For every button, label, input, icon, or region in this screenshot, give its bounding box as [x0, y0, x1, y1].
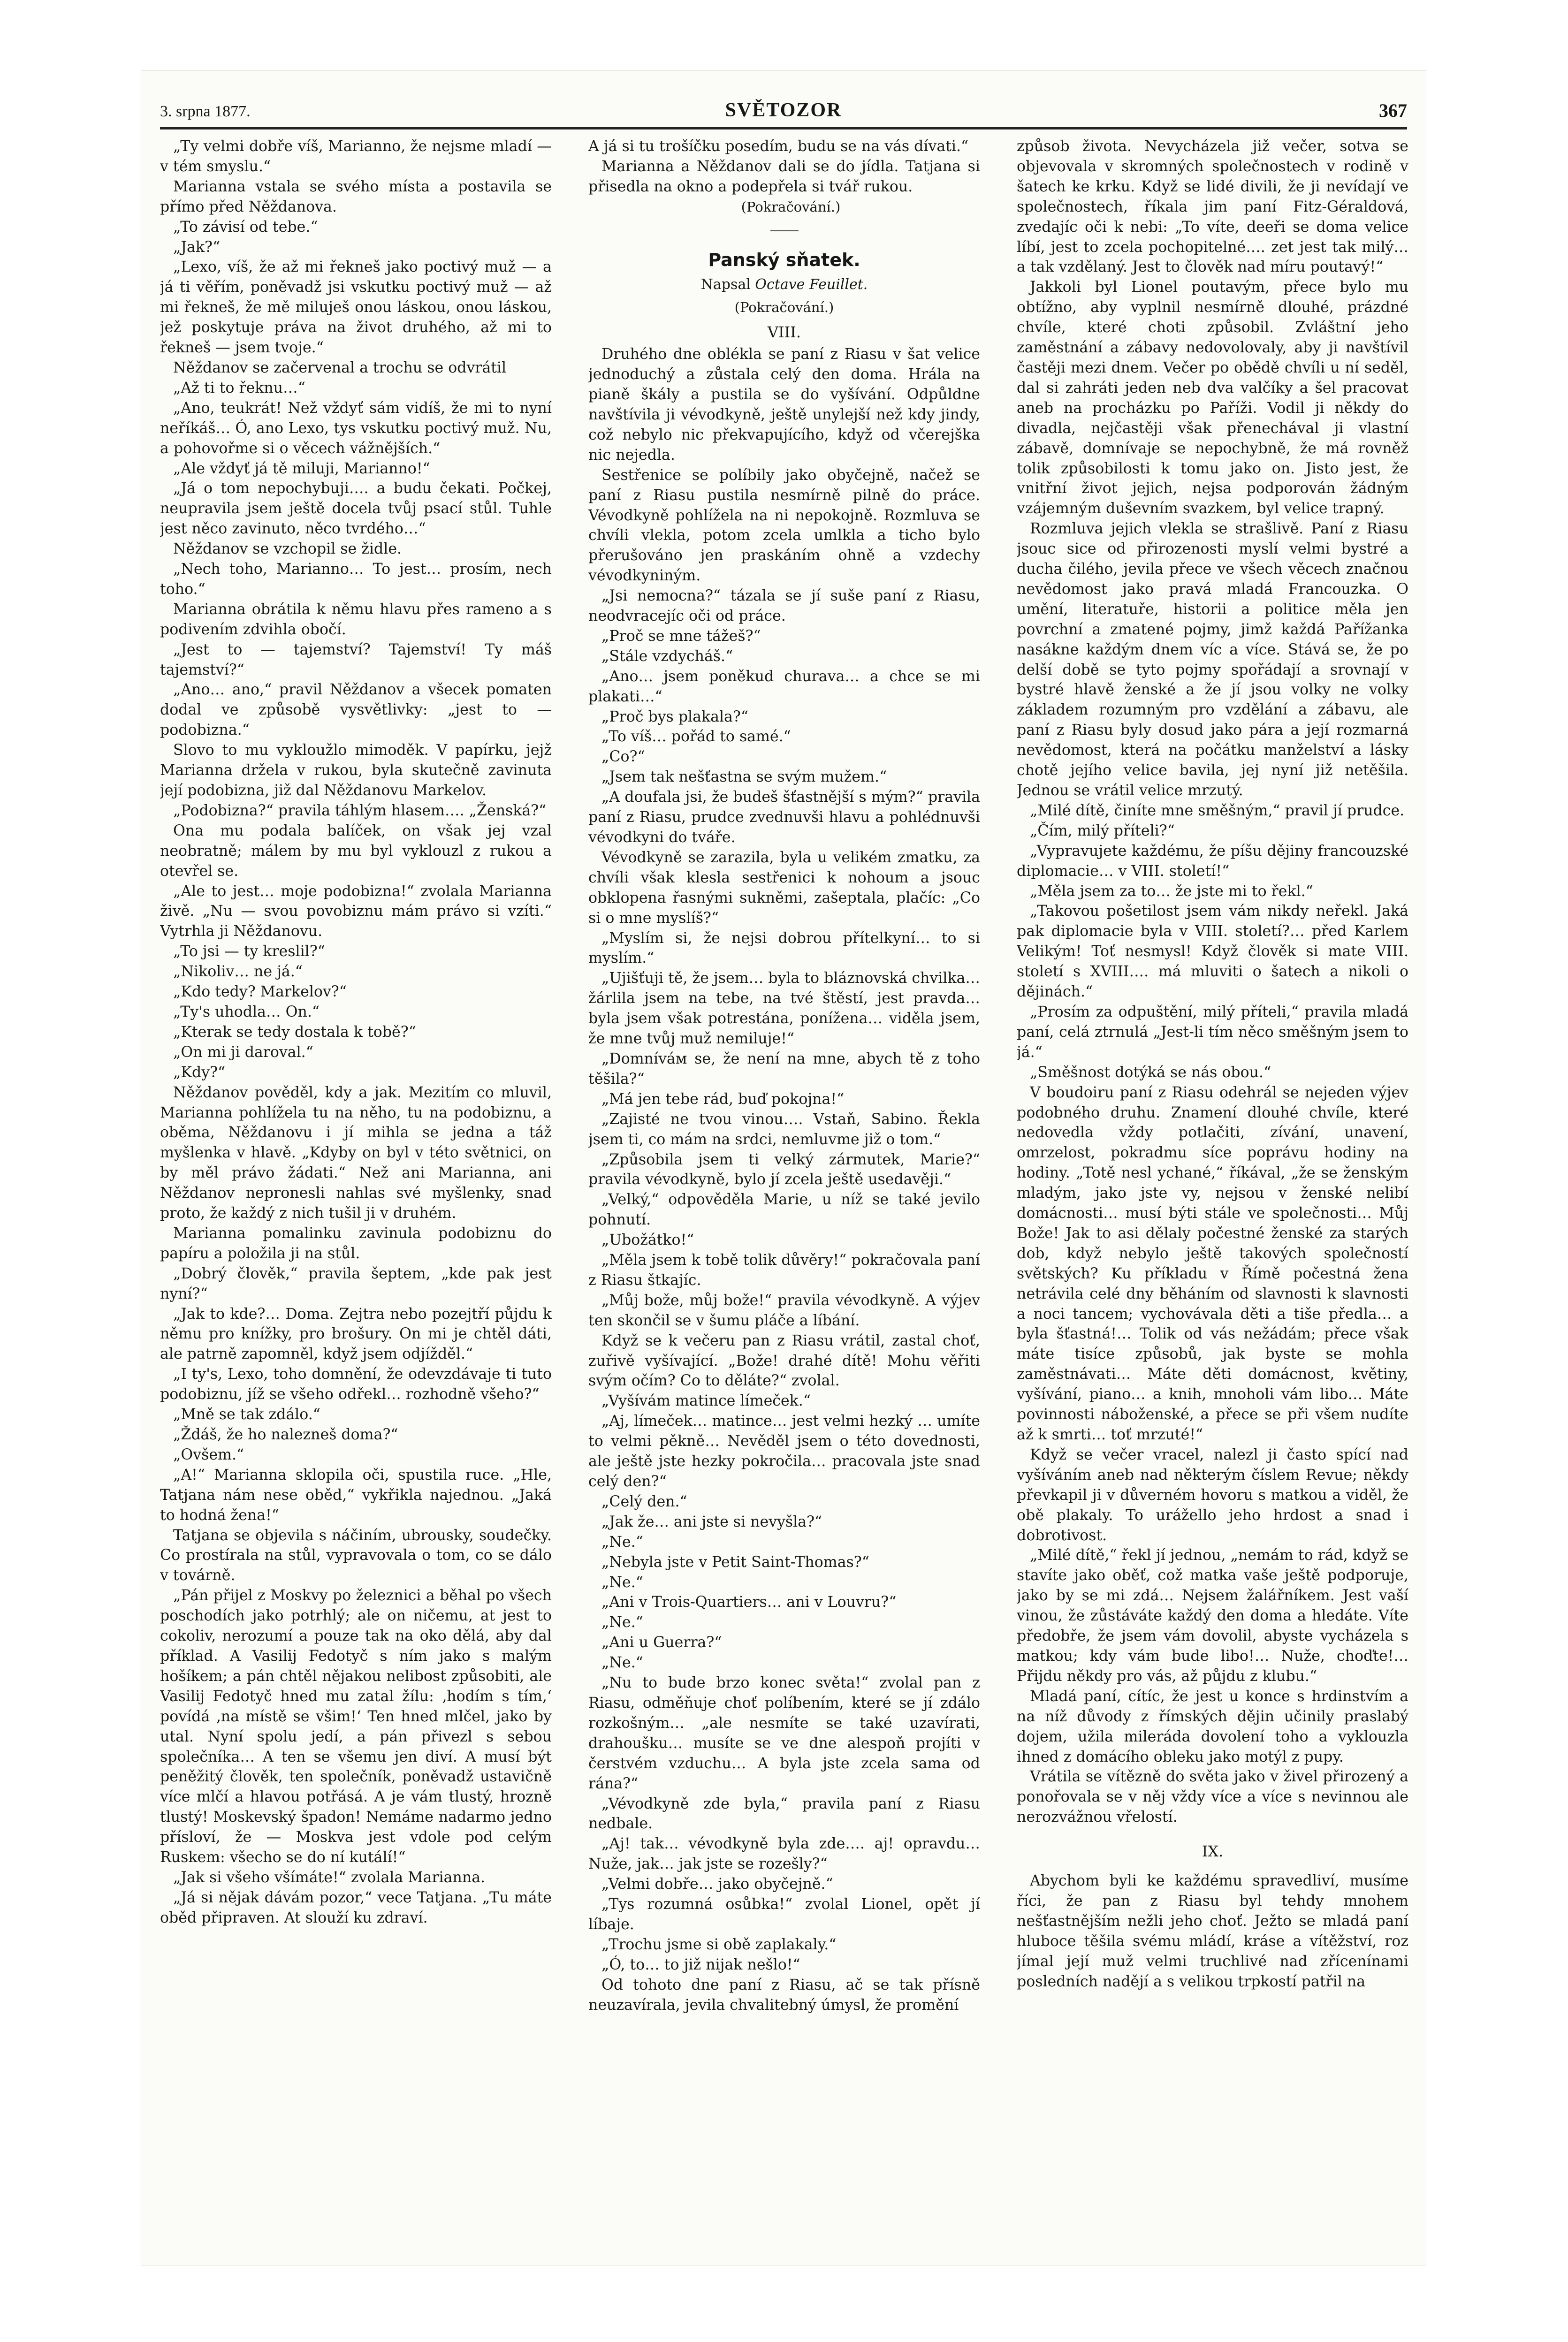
- paragraph: „Ó, to… to již nijak nešlo!“: [601, 1956, 800, 1973]
- paragraph: „Jak si všeho všímáte!“ zvolala Marianna.: [173, 1869, 486, 1886]
- paragraph: Ona mu podala balíček, on však jej vzal neobratně; málem by mu byl vyklouzl z rukou a otevřel se.: [160, 822, 552, 880]
- paragraph: „Milé dítě,“ řekl jí jednou, „nemám to rád, když se stavíte jako oběť, což matka vaše ještě podporuje, jako by se mi zdá… Nejsem žalářníkem. Jest vaší vinou, že zůstáváte každý den doma a hledáte. Víte předobře, že jsem vám dovolil, abyste vycházela s matkou; kdy vám bude libo!… Nuže, choďte!… Přijdu někdy pro vás, až půjdu z klubu.“: [1017, 1547, 1408, 1685]
- paragraph: „Jak?“: [173, 238, 221, 256]
- paragraph: Něždanov se vzchopil se židle.: [173, 540, 402, 558]
- paragraph: „Ubožátko!“: [601, 1232, 694, 1249]
- story-title: Panský sňatek.: [708, 249, 860, 270]
- paragraph: „Měla jsem za to… že jste mi to řekl.“: [1030, 882, 1313, 900]
- paragraph: Něždanov pověděl, kdy a jak. Mezitím co mluvil, Marianna pohlížela tu na něho, tu na podobiznu, a oběma, Něždanovu i jí mihla se jedna a táž myšlenka v hlavě. „Kdyby on byl v této světnici, on by měl právo žádati.“ Než ani Marianna, ani Něždanov nepronesli nahlas své myšlenky, snad proto, že každý z nich tušil ji v druhém.: [160, 1084, 552, 1222]
- paragraph: „Jsi nemocna?“ tázala se jí suše paní z Riasu, neodvracejíc oči od práce.: [588, 587, 980, 625]
- paragraph: „Trochu jsme si obě zaplakaly.“: [601, 1936, 837, 1953]
- paragraph: Jakkoli byl Lionel poutavým, přece bylo mu obtížno, aby vyplnil nesmírně dlouhé, prázdné chvíle, které choti způsobil. Zvláštní jeho zaměstnání a zábavy nedovolovaly, aby ji navštívil častěji mezi dnem. Večer po obědě chvíli u ní seděl, dal si zahráti jeden neb dva valčíky a šel pracovat aneb na procházku po Paříži. Vodil ji někdy do divadla, nejčastěji však přenechával ji vlastní zábavě, domnívaje se nepochybně, že má rovněž tolik způsobilosti k tomu jako on. Jisto jest, že vnitřní život jejich, nejsa podporován žádným vzájemným duševním svazkem, byl velice trapný.: [1017, 279, 1408, 517]
- column-2: [588, 137, 980, 2247]
- column-3-text: [1017, 137, 1408, 1827]
- paragraph: „Můj bože, můj bože!“ pravila vévodkyně. A výjev ten skončil se v šumu pláče a líbání.: [588, 1292, 980, 1329]
- paragraph: „Zajisté ne tvou vinou…. Vstaň, Sabino. Řekla jsem ti, co mám na srdci, nemluvme již o tom.“: [588, 1110, 980, 1148]
- paragraph: „Ne.“: [601, 1614, 643, 1631]
- paragraph: „Proč se mne tážeš?“: [601, 627, 761, 645]
- paragraph: Když se k večeru pan z Riasu vrátil, zastal choť, zuřivě vyšívající. „Bože! drahé dítě! Mohu věřiti svým očím? Co to děláte?“ zvolal.: [588, 1332, 980, 1390]
- paragraph: Vévodkyně se zarazila, byla u velikém zmatku, za chvíli však klesla sestřenici k nohoum a jsouc obklopena řasnými sukněmi, zašeptala, plačíc: „Co si o mne myslíš?“: [588, 849, 980, 927]
- paragraph: „Takovou pošetilost jsem vám nikdy neřekl. Jaká pak diplomacie byla v VIII. století?… před Karlem Velikým! Toť nesmysl! Když člověk si mate VIII. století s XVIII…. má mluviti o šatech a nikoli o dějinách.“: [1017, 903, 1408, 1001]
- paragraph: „Ne.“: [601, 1574, 643, 1591]
- column-3-chapter-ix-text: [1017, 1871, 1408, 1992]
- paragraph: „Jest to — tajemství? Tajemství! Ty máš tajemství?“: [160, 641, 552, 678]
- paragraph: A já si tu trošíčku posedím, budu se na vás dívati.“: [588, 138, 969, 155]
- section-divider: [770, 230, 799, 231]
- paragraph: Když se večer vracel, nalezl ji často spící nad vyšíváním aneb nad některým číslem Revue; někdy převkapil ji v důverném hovoru s matkou a viděl, že obě plakaly. To urážello jeho hrdost a snad i dobrotivost.: [1017, 1446, 1408, 1544]
- paragraph: „Aj! tak… vévodkyně byla zde…. aj! opravdu… Nuže, jak… jak jste se rozešly?“: [588, 1835, 980, 1873]
- paragraph: „A!“ Marianna sklopila oči, spustila ruce. „Hle, Tatjana nám nese oběd,“ vykřikla najednou. „Jaká to hodná žena!“: [160, 1466, 552, 1524]
- paragraph: způsob života. Nevycházela již večer, sotva se objevovala v skromných společnostech v rodině v šatech ke krku. Když se lidé divili, že ji nevídají ve společnostech, říkala jim paní Fitz-Géraldová, zvedajíc oči k nebi: „To víte, deeři se doma velice líbí, jest to zcela pochopitelné…. zet jest tak milý… a tak vzdělaný. Jest to člověk nad míru poutavý!“: [1017, 138, 1408, 276]
- column-3: [1017, 137, 1408, 2247]
- paragraph: Druhého dne oblékla se paní z Riasu v šat velice jednoduchý a zůstala celý den doma. Hrála na pianě škály a pustila se do vyšívání. Odpůldne navštívila ji vévodkyně, ještě unylejší než kdy jindy, což nebylo nic překvapujícího, když od včerejška nic nejedla.: [588, 346, 980, 464]
- paragraph: Marianna a Něždanov dali se do jídla. Tatjana si přisedla na okno a podepřela si tvář rukou.: [588, 158, 980, 195]
- paragraph: „Měla jsem k tobě tolik důvěry!“ pokračovala paní z Riasu štkajíc.: [588, 1252, 980, 1289]
- paragraph: Marianna pomalinku zavinula podobiznu do papíru a položila ji na stůl.: [160, 1224, 552, 1262]
- paragraph: Sestřenice se políbily jako obyčejně, načež se paní z Riasu pustila nesmírně pilně do práce. Vévodkyně pohlížela na ni nepokojně. Rozmluva se chvíli vlekla, potom zcela umlkla a ticho bylo přerušováno jen praskáním ohně a vzdechy vévodkyniným.: [588, 466, 980, 585]
- paragraph: „Ani u Guerra?“: [601, 1634, 722, 1651]
- story-author: Octave Feuillet.: [755, 276, 868, 293]
- paragraph: „Ano… jsem poněkud churava… a chce se mi plakati…“: [588, 668, 980, 705]
- masthead-title: SVĚTOZOR: [725, 99, 842, 121]
- paragraph: „On mi ji daroval.“: [173, 1043, 313, 1061]
- paragraph: „Vyšívám matince límeček.“: [601, 1392, 811, 1410]
- paragraph: „To závisí od tebe.“: [173, 218, 318, 236]
- paragraph: Rozmluva jejich vlekla se strašlivě. Paní z Riasu jsouc sice od přirozenosti myslí velmi bystré a ducha čilého, jevila přece ve všech věcech značnou nevědomost jako pravá mladá Francouzka. O umění, literatuře, historii a politice měla jen povrchní a zmatené pojmy, jimž každá Pařížanka nasákne každým dnem víc a více. Stává se, že po delší době se tyto pojmy spořádají a srovnají v bystré hlavě ženské a že jí jsou volky ne volky základem rozumným pro vzdělání a zábavu, ale paní z Riasu byly dosud jako pára a její rozmarná nevědomost, která na počátku manželství a lásky chotě jejího velice bavila, jej nyní již netěšila. Jednou se vrátil velice mrzutý.: [1017, 520, 1408, 799]
- paragraph: „Velmi dobře… jako obyčejně.“: [601, 1876, 833, 1893]
- newspaper-page: [141, 70, 1426, 2266]
- paragraph: „Kdy?“: [173, 1064, 226, 1081]
- paragraph: „Až ti to řeknu…“: [173, 379, 305, 396]
- paragraph: „Jak že… ani jste si nevyšla?“: [601, 1513, 822, 1530]
- column-2-continuation: [588, 137, 980, 197]
- paragraph: „Čím, milý příteli?“: [1030, 822, 1175, 839]
- paragraph: „Podobizna?“ pravila táhlým hlasem…. „Ženská?“: [173, 802, 547, 819]
- paragraph: „Má jen tebe rád, buď pokojna!“: [601, 1090, 845, 1108]
- paragraph: „To jsi — ty kreslil?“: [173, 943, 325, 960]
- paragraph: Marianna obrátila k němu hlavu přes rameno a s podivením zdvihla obočí.: [160, 601, 552, 638]
- paragraph: „To víš… pořád to samé.“: [601, 728, 791, 745]
- paragraph: „Aj, límeček… matince… jest velmi hezký … umíte to velmi pěkně… Nevěděl jsem o této dovednosti, ale ještě jste hezky pokročila… pracovala jste snad celý den?“: [588, 1413, 980, 1490]
- page-header: [160, 85, 1407, 129]
- paragraph: „Stále vzdycháš.“: [601, 647, 733, 665]
- chapter-heading-viii: VIII.: [767, 323, 801, 342]
- paragraph: „Nebyla jste v Petit Saint-Thomas?“: [601, 1553, 869, 1571]
- paragraph: „Ujišťuji tě, že jsem… byla to bláznovská chvilka… žárlila jsem na tebe, na tvé štěstí, jest pravda… byla jsem však potrestána, poníženа… viděla jsem, že mne tvůj muž nemiluje!“: [588, 970, 980, 1048]
- paragraph: „Vévodkyně zde byla,“ pravila paní z Riasu nedbale.: [588, 1795, 980, 1833]
- paragraph: Slovo to mu vykloužlo mimoděk. V papírku, jejž Marianna držela v rukou, byla skutečně zavinuta její podobizna, již dal Něždanovu Markelov.: [160, 742, 552, 799]
- paragraph: „Tys rozumná osůbka!“ zvolal Lionel, opět jí líbaje.: [588, 1896, 980, 1933]
- paragraph: „Ale vždyť já tě miluji, Marianno!“: [173, 460, 430, 477]
- paragraph: Vrátila se vítězně do světa jako v živel přirozený a ponořovala se v něj vždy více a více s nevinnou ale nerozvážnou vřelostí.: [1017, 1768, 1408, 1826]
- paragraph: „Velký,“ odpověděla Marie, u níž se také jevilo pohnutí.: [588, 1191, 980, 1229]
- paragraph: „Vypravujete každému, že píšu dějiny francouzské diplomacie… v VIII. století!“: [1017, 842, 1408, 880]
- paragraph: „Celý den.“: [601, 1493, 687, 1510]
- paragraph: „Jak to kde?… Doma. Zejtra nebo pozejtří půjdu k němu pro knížky, pro brošury. On mi je chtěl dáti, ale patrně zapomněl, když jsem odjížděl.“: [160, 1305, 552, 1363]
- paragraph: „Ale to jest… moje podobizna!“ zvolala Marianna živě. „Nu — svou povobiznu mám právo si vzíti.“ Vytrhla ji Něždanovu.: [160, 882, 552, 940]
- paragraph: „Nikoliv… ne já.“: [173, 963, 303, 981]
- paragraph: V boudoiru paní z Riasu odehrál se nejeden výjev podobného druhu. Znamení dlouhé chvíle, které nedovedla vždy potlačiti, zívání, unavení, omrzelost, pokradmu síce poprávu hodiny na hodiny. „Totě nesl ychané,“ říkával, „že se ženským mladým, jako jste vy, nejsou v ženské nelibí domácnosti… musí býti stále ve společnosti… Můj Bože! Jak to asi dělaly počestné ženské za starých dob, když nebylo ještě takových společností světských? Ku příkladu v Římě počestná žena netrávila celé dny běháním od slavnosti k slavnosti a noci tancem; vychovávala děti a tiše předla… a byla šťastná!… Tolik od vás nežádám; přece však máte tisíce způsobů, jak byste se mohla zaměstnávati… Máte děti domácnost, květiny, vyšívání, piano… a knih, mnoholi vám libo… Máte povinnosti náboženské, a přece se při všem nudíte až k smrti… toť mrzuté!“: [1017, 1084, 1408, 1443]
- paragraph: „Proč bys plakala?“: [601, 708, 748, 725]
- paragraph: „Milé dítě, činíte mne směšným,“ pravil jí prudce.: [1030, 802, 1405, 819]
- byline-prefix: Napsal: [700, 276, 751, 293]
- column-2-story-text: [588, 344, 980, 2015]
- paragraph: „Kdo tedy? Markelov?“: [173, 983, 347, 1001]
- paragraph: „Ani v Trois-Quartiers… ani v Louvru?“: [601, 1594, 897, 1611]
- paragraph: „I ty's, Lexo, toho domnění, že odevzdávaje ti tuto podobiznu, jíž se všeho odřekl… rozhodně všeho?“: [160, 1366, 552, 1403]
- paragraph: „Lexo, víš, že až mi řekneš jako poctivý muž — a já ti věřím, poněvadž jsi vskutku poctivý muž — až mi řekneš, že mě miluješ onou láskou, onou láskou, jež poskytuje práva na život druhého, až mi to řekneš — jsem tvoje.“: [160, 259, 552, 357]
- chapter-heading-ix: IX.: [1202, 1842, 1224, 1861]
- paragraph: „Mně se tak zdálo.“: [173, 1406, 320, 1423]
- paragraph: „Směšnost dotýká se nás obou.“: [1030, 1064, 1271, 1081]
- paragraph: „Dobrý člověk,“ pravila šeptem, „kde pak jest nyní?“: [160, 1265, 552, 1302]
- story-byline: [588, 275, 980, 295]
- paragraph: „Ano… ano,“ pravil Něždanov a všecek pomaten dodal ve způsobě vysvětlivky: „jest to — podobizna.“: [160, 681, 552, 739]
- paragraph: „Ty velmi dobře víš, Marianno, že nejsme mladí — v tém smyslu.“: [160, 138, 552, 175]
- paragraph: „Nech toho, Marianno… To jest… prosím, nech toho.“: [160, 561, 552, 598]
- paragraph: „Ovšem.“: [173, 1446, 244, 1463]
- paragraph: „A doufala jsi, že budeš šťastnější s mým?“ pravila paní z Riasu, prudce zvednuvši hlavu a pohlédnuvši vévodkyni do tváře.: [588, 789, 980, 846]
- paragraph: „Domníváм se, že není na mne, abych tě z toho těšila?“: [588, 1050, 980, 1087]
- paragraph: Abychom byli ke každému spravedliví, musíme říci, že pan z Riasu byl tehdy mnohem nešťastnějším nežli jeho choť. Ježto se mladá paní hluboce těšila svému mládí, kráse a vítěžství, roz jímal její muž velmi truchlivé nad zřícenínami posledních nadějí a s velikou trpkostí patřil na: [1017, 1872, 1408, 1990]
- paragraph: Od tohoto dne paní z Riasu, ač se tak přísně neuzavírala, jevila chvalitebný úmysl, že promění: [588, 1976, 980, 2014]
- column-1: [160, 137, 552, 2247]
- paragraph: „Ano, teukrát! Než vždyť sám vidíš, že mi to nyní neříkáš… Ó, ano Lexo, tys vskutku poctivý muž. Nu, a pohovořme si o věcech vážnějších.“: [160, 399, 552, 457]
- paragraph: „Prosím za odpuštění, milý příteli,“ pravila mladá paní, celá ztrnulá „Jest-li tím něco směšným jsem to já.“: [1017, 1003, 1408, 1061]
- paragraph: Mladá paní, cítíc, že jest u konce s hrdinstvím a na níž důvody z římských dějin učinily praslabý dojem, užila mileráda dovolení toho a vyklouzla ihned z domácího obleku jako motýl z pupy.: [1017, 1688, 1408, 1765]
- paragraph: „Nu to bude brzo konec světa!“ zvolal pan z Riasu, odměňuje choť políbením, které se jí zdálo rozkošným… „ale nesmíte se také uzavírati, drahoušku… musíte se ve dne alespoň projíti v čerstvém vzduchu… A byla jste zcela sama od rána?“: [588, 1674, 980, 1792]
- paragraph: „Co?“: [601, 748, 645, 766]
- paragraph: „Jsem tak nešťastna se svým mužem.“: [601, 768, 887, 786]
- paragraph: Něždanov se začervenal a trochu se odvrátil: [173, 359, 507, 376]
- paragraph: „Já o tom nepochybuji…. a budu čekati. Počkej, neupravila jsem ještě docela tvůj psací stůl. Tuhle jest něco zavinuto, něco tvrdého…“: [160, 480, 552, 538]
- paragraph: „Kterak se tedy dostala k tobě?“: [173, 1023, 416, 1041]
- story-continued-note: (Pokračování.): [734, 299, 834, 316]
- paragraph: „Myslím si, že nejsi dobrou přítelkyní… to si myslím.“: [588, 929, 980, 967]
- to-be-continued-note: (Pokračování.): [741, 198, 841, 215]
- paragraph: „Ty's uhodla… On.“: [173, 1003, 320, 1020]
- issue-date: 3. srpna 1877.: [160, 103, 251, 120]
- paragraph: „Ne.“: [601, 1654, 643, 1672]
- paragraph: „Pán přijel z Moskvy po železnici a běhal po všech poschodích jako potrhlý; ale on ničemu, at jest to cokoliv, nerozumí a pouze tak na oko dělá, aby dal příklad. A Vasilij Fedotyč s ním jako s malým hošíkem; a pán chtěl nějakou nelibost způsobiti, ale Vasilij Fedotyč hned mu zatal žílu: ‚hodím s tím,‘ povídá ‚na místě se všim!‘ Ten hned mlčel, jako by utal. Nyní spolu jedí, a pán přivezl s sebou společníka… A ten se všemu jen diví. A musí být peněžitý člověk, ten společník, poněvadž ustavičně více mlčí a hlavou potřásá. A je vám tlustý, hrozně tlustý! Moskevský špadon! Nemáme nadarmo jedno přísloví, že — Moskva jest vdole pod celým Ruskem: všecho se do ní kutálí!“: [160, 1587, 552, 1866]
- paragraph: „Ždáš, že ho nalezneš doma?“: [173, 1426, 398, 1443]
- paragraph: „Ne.“: [601, 1533, 643, 1551]
- paragraph: „Já si nějak dávám pozor,“ vece Tatjana. „Tu máte oběd připraven. At slouží ku zdraví.: [160, 1889, 552, 1926]
- page-number: 367: [1379, 100, 1407, 121]
- paragraph: „Způsobila jsem ti velký zármutek, Marie?“ pravila vévodkyně, bylo jí zcela ještě usedavěji.“: [588, 1151, 980, 1188]
- paragraph: Marianna vstala se svého místa a postavila se přímo před Něždanova.: [160, 178, 552, 215]
- paragraph: Tatjana se objevila s náčiním, ubrousky, soudečky. Co prostírala na stůl, vypravovala o tom, co se dálo v továrně.: [160, 1527, 552, 1584]
